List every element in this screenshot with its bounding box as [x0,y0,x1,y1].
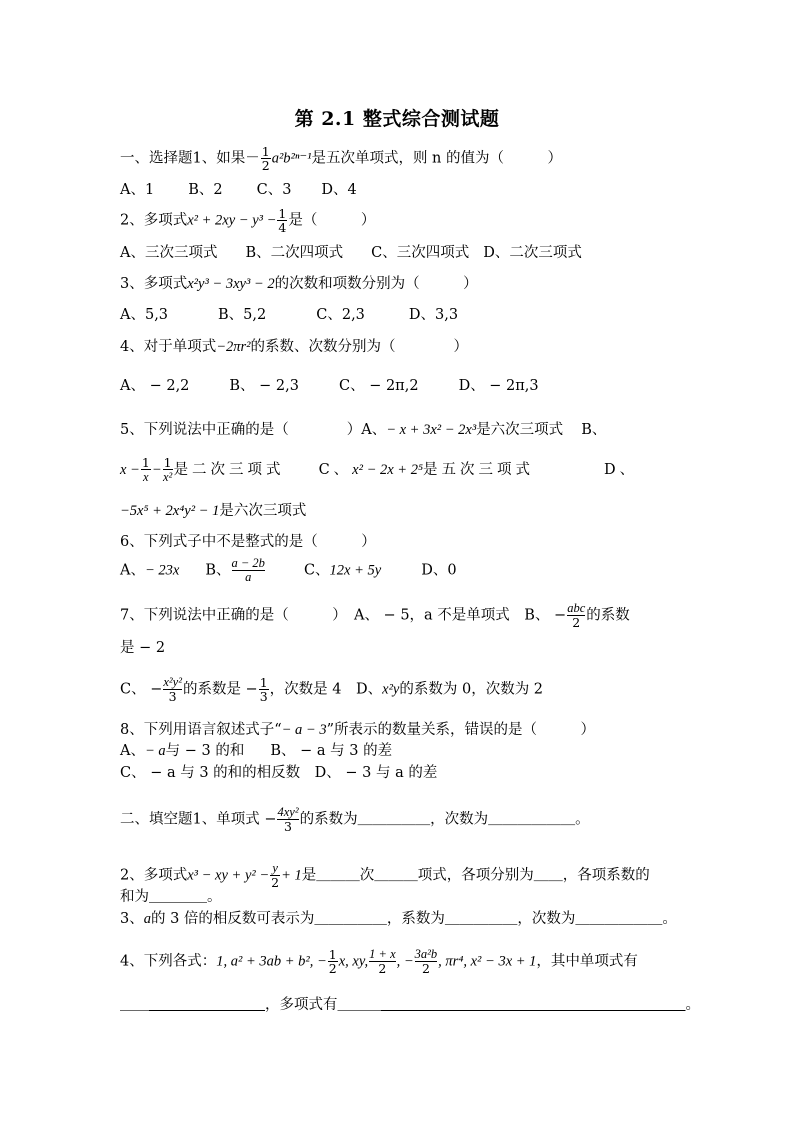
fraction: $\frac{1}{3}$ [259,675,268,704]
answer-blank [381,997,686,1013]
math-expression: − x + 3x² − 2x³ [386,422,477,438]
options-1-1: A、1 B、2 C、3 D、4 [120,182,357,198]
answer-blank [149,997,265,1013]
fraction: $\frac{1}{\text{x²}}$ [162,455,173,484]
question-1-3: 3、多项式x²y³ − 3xy³ − 2的次数和项数分别为（ ） [120,276,478,292]
question-1-8-line2: A、− a与 − 3 的和 B、 − a 与 3 的差 [120,743,393,759]
options-1-6: A、− 23x B、 $\frac{a - 2b}{a}$ C、12x + 5y D、0 [120,556,457,584]
math-expression: a²b²ⁿ⁻¹ [271,150,312,167]
section-1-heading: 一、选择题 [120,150,193,167]
question-2-2-line2: 和为＿＿＿＿。 [120,889,222,905]
fraction: $\frac{1 + x}{2}$ [369,947,396,976]
section-2-heading: 二、填空题 [120,811,193,828]
question-1-7-line3: C、 − $\frac{\text{x²y²}}{3}$ 的系数是 − $\frac{1}{3}$ ，次数是 4 D、x²y的系数为 0，次数为 2 [120,675,544,704]
math-expression: x² + 2xy − y³ − [187,212,277,229]
question-2-2: 2、多项式x³ − xy + y² − $\frac{y}{2}$ + 1是＿＿＿次＿＿＿项式，各项分别为＿＿，各项系数的 [120,861,650,890]
question-1-5-line2: x − $\frac{1}{x}-$ $\frac{1}{\text{x²}}$是二次三项式 C、x² − 2x + 2⁵是五次三项式 D、 [120,455,639,484]
fraction: $\frac{1}{2}$ [328,947,337,976]
question-1-5-line3: −5x⁵ + 2x⁴y² − 1是六次三项式 [120,503,307,519]
fraction: $\frac{\text{abc}}{2}$ [567,601,586,630]
fraction: $\frac{\text{4xy²}}{3}$ [277,805,299,834]
fraction: $\frac{1}{x}$ [141,455,150,484]
question-2-3: 3、a的 3 倍的相反数可表示为＿＿＿＿＿，系数为＿＿＿＿＿，次数为＿＿＿＿＿＿。 [120,911,677,927]
question-1-7: 7、下列说法中正确的是（ ） A、 − 5，a 不是单项式 B、 − $\frac{\text{abc}}{2}$ 的系数 [120,601,630,630]
fraction: $\frac{\text{3a²b}}{2}$ [414,947,438,976]
options-1-2: A、三次三项式 B、二次四项式 C、三次四项式 D、二次三项式 [120,245,582,261]
question-1-8: 8、下列用语言叙述式子“− a − 3”所表示的数量关系，错误的是（ ） [120,722,596,738]
math-expression: −5x⁵ + 2x⁴y² − 1 [120,503,220,519]
question-1-1: 一、选择题1、如果－ $\frac{1}{2}$ a²b²ⁿ⁻¹是五次单项式，则 n 的值为（ ） [120,144,563,173]
question-2-4-line2: ＿＿ ，多项式有＿＿＿ 。 [120,997,700,1013]
math-expression: x²y³ − 3xy³ − 2 [187,276,275,292]
fraction: $\frac{\text{x²y²}}{3}$ [163,675,182,704]
math-expression: x − [120,462,140,478]
math-expression: x² − 2x + 2⁵ [352,462,424,478]
question-1-5: 5、下列说法中正确的是（ ）A、− x + 3x² − 2x³是六次三项式 B、 [120,422,607,438]
math-expression: −2πr² [216,339,251,355]
question-2-4: 4、下列各式：1, a² + 3ab + b², − $\frac{1}{2}$ x, xy, $\frac{1 + x}{2}$ , − $\frac{\text{3a²b}}{2}$ , πr⁴, x² − 3x + 1，其中单项式有 [120,947,638,976]
options-1-4: A、 − 2,2 B、 − 2,3 C、 − 2π,2 D、 − 2π,3 [120,378,539,394]
fraction: $\frac{y}{2}$ [271,861,280,890]
fraction: $\frac{1}{2}$ [261,144,270,173]
question-1-6: 6、下列式子中不是整式的是（ ） [120,534,376,550]
question-1-2: 2、多项式x² + 2xy − y³ − $\frac{1}{4}$ 是（ ） [120,206,376,235]
question-1-7-line2: 是 − 2 [120,640,166,656]
page-title: 第 2.1 整式综合测试题 [294,108,500,130]
fraction: $\frac{1}{4}$ [278,206,287,235]
question-1-4: 4、对于单项式−2πr²的系数、次数分别为（ ） [120,339,469,355]
question-2-1: 二、填空题1、单项式 − $\frac{\text{4xy²}}{3}$ 的系数为＿＿＿＿＿，次数为＿＿＿＿＿＿。 [120,805,590,834]
fraction: $\frac{a - 2b}{a}$ [231,556,265,584]
options-1-3: A、5,3 B、5,2 C、2,3 D、3,3 [120,307,459,323]
question-1-8-line3: C、 − a 与 3 的和的相反数 D、 − 3 与 a 的差 [120,765,438,781]
